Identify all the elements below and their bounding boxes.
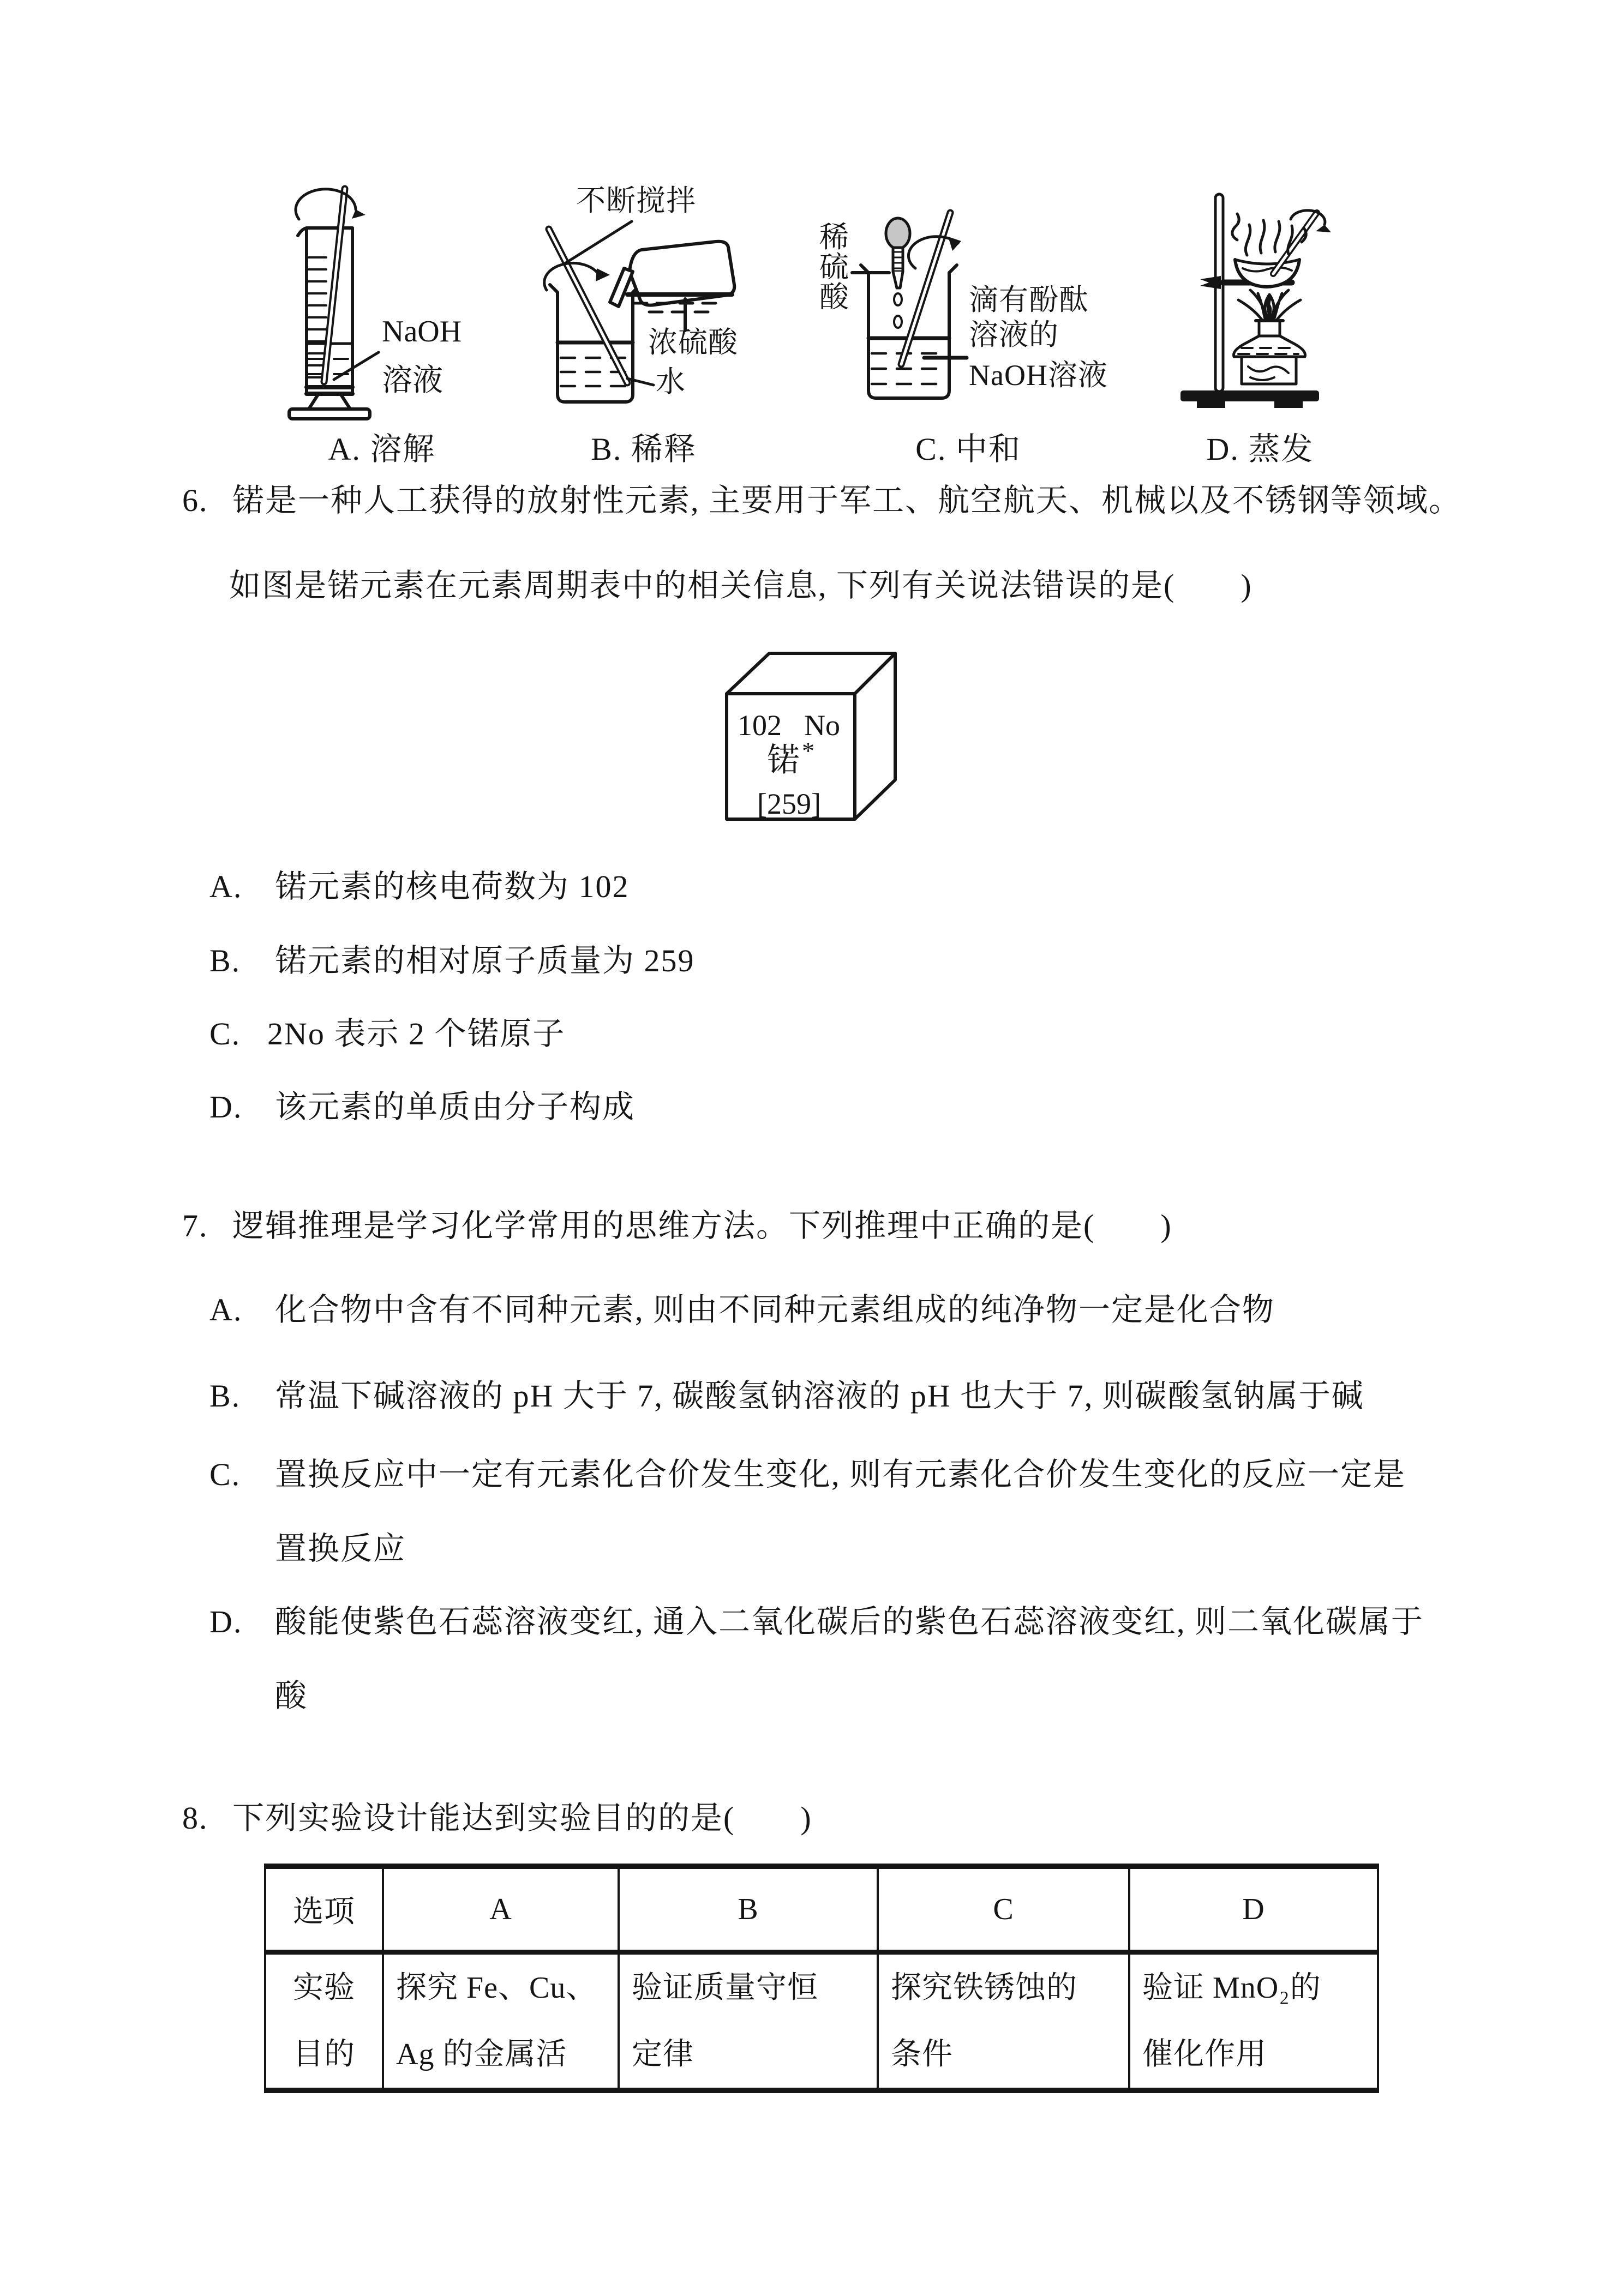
q7-option-d-text-cont: 酸 (275, 1678, 308, 1714)
table-header-option: 选项 (265, 1866, 383, 1952)
q7-option-d-text: 酸能使紫色石蕊溶液变红, 通入二氧化碳后的紫色石蕊溶液变红, 则二氧化碳属于 (275, 1604, 1424, 1639)
pouring-vessel (610, 242, 734, 312)
q7-option-a-text: 化合物中含有不同种元素, 则由不同种元素组成的纯净物一定是化合物 (275, 1292, 1275, 1327)
alcohol-lamp (1234, 321, 1305, 384)
purpose-cell-c: 探究铁锈蚀的 条件 (878, 1952, 1129, 2091)
phenolphthalein-label-line1: 滴有酚酞 (969, 284, 1089, 316)
table-header-c: C (878, 1866, 1129, 1952)
label-leader-line (564, 221, 632, 264)
purpose-cell-b: 验证质量守恒 定律 (619, 1952, 878, 2091)
q8-stem: 下列实验设计能达到实验目的的是( ) (232, 1800, 812, 1836)
q6-option-b-label: B. (209, 943, 241, 978)
dilute-acid-label: 稀硫酸 (819, 221, 849, 314)
flame (1238, 290, 1301, 322)
solution-label: 溶液 (382, 364, 443, 398)
q7-option-c-label: C. (209, 1457, 241, 1492)
apparatus-dissolving (289, 189, 462, 419)
row-header-purpose: 实验 目的 (265, 1952, 383, 2091)
q6-stem-line1: 锘是一种人工获得的放射性元素, 主要用于军工、航空航天、机械以及不锈钢等领域。 (232, 483, 1462, 518)
water-label: 水 (656, 365, 686, 398)
acid-drops (894, 293, 902, 328)
q6-option-b-text: 锘元素的相对原子质量为 259 (275, 943, 695, 978)
clamp-knob (1200, 276, 1221, 289)
q6-option-d-label: D. (209, 1089, 243, 1125)
q7-stem: 逻辑推理是学习化学常用的思维方法。下列推理中正确的是( ) (232, 1208, 1172, 1243)
q6-option-c-label: C. (209, 1016, 241, 1051)
q7-option-d-label: D. (209, 1604, 243, 1639)
element-note-mark: * (802, 737, 814, 765)
rotation-arrow-icon (296, 189, 365, 219)
experiment-design-table (264, 1864, 1379, 2093)
table-header-b: B (619, 1866, 878, 1952)
phenolphthalein-label-line3: NaOH溶液 (969, 359, 1108, 392)
vessel-spout (610, 268, 633, 306)
stand-base (1180, 390, 1319, 408)
purpose-cell-a: 探究 Fe、Cu、 Ag 的金属活 (383, 1952, 619, 2091)
q7-option-a-label: A. (209, 1292, 243, 1327)
q7-option-b-text: 常温下碱溶液的 pH 大于 7, 碳酸氢钠溶液的 pH 也大于 7, 则碳酸氢钠属于碱 (275, 1378, 1364, 1414)
caption-dilution: B. 稀释 (591, 431, 697, 467)
q7-option-b-label: B. (209, 1378, 241, 1414)
stir-label: 不断搅拌 (576, 184, 696, 217)
phenolphthalein-label-line2: 溶液的 (969, 318, 1059, 351)
q6-stem-line2: 如图是锘元素在元素周期表中的相关信息, 下列有关说法错误的是( ) (229, 568, 1253, 603)
element-name: 锘 (767, 742, 800, 778)
concentrated-acid-label: 浓硫酸 (648, 326, 738, 359)
table-header-a: A (383, 1866, 619, 1952)
dropper (886, 218, 910, 288)
table-row-purpose (265, 1952, 1378, 2091)
purpose-cell-d: 验证 MnO₂的 催化作用 (1129, 1952, 1378, 2091)
glass-rod (324, 189, 345, 382)
naoh-label: NaOH (382, 315, 462, 348)
q6-option-a-label: A. (209, 869, 243, 904)
q7-number: 7. (182, 1208, 208, 1243)
q8-number: 8. (182, 1800, 208, 1836)
relative-atomic-mass: [259] (757, 788, 821, 820)
apparatus-evaporation (1180, 194, 1331, 408)
steam-lines (1232, 214, 1306, 255)
element-symbol: No (804, 709, 840, 742)
q6-option-c-text: 2No 表示 2 个锘原子 (267, 1016, 566, 1051)
apparatus-neutralization (852, 213, 967, 398)
apparatus-dilution (544, 221, 734, 402)
apparatus-figure (240, 169, 1369, 425)
caption-neutralization: C. 中和 (915, 431, 1021, 467)
q7-option-c-text-cont: 置换反应 (275, 1531, 406, 1566)
q6-option-a-text: 锘元素的核电荷数为 102 (275, 869, 630, 904)
q7-option-c-text: 置换反应中一定有元素化合价发生变化, 则有元素化合价发生变化的反应一定是 (275, 1457, 1406, 1492)
table-header-row (265, 1866, 1378, 1952)
stand-rod (1215, 194, 1223, 392)
caption-evaporation: D. 蒸发 (1206, 431, 1314, 467)
table-header-d: D (1129, 1866, 1378, 1952)
atomic-number: 102 (738, 709, 782, 742)
label-leader-line (334, 352, 379, 380)
q6-number: 6. (182, 483, 208, 518)
caption-dissolving: A. 溶解 (328, 431, 436, 467)
q6-option-d-text: 该元素的单质由分子构成 (275, 1089, 636, 1125)
element-cell-figure (715, 647, 909, 827)
cylinder-base (309, 394, 350, 409)
